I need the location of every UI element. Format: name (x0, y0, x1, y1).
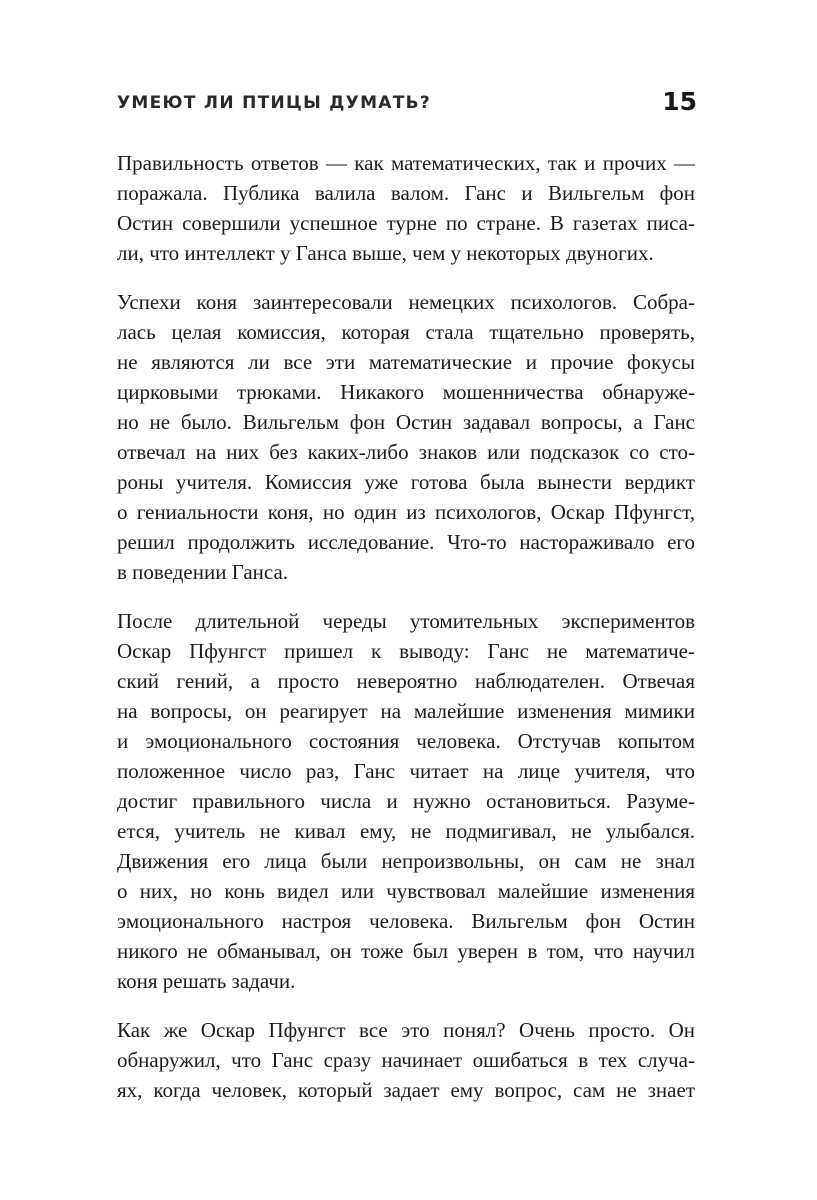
text-line: но не было. Вильгельм фон Остин задавал вопросы, а Ганс (117, 410, 695, 434)
text-line: Движения его лица были непроизвольны, он сам не знал (117, 849, 695, 873)
text-line: ли, что интеллект у Ганса выше, чем у некоторых двуногих. (117, 241, 654, 265)
paragraph (117, 287, 695, 587)
text-line: Оскар Пфунгст пришел к выводу: Ганс не математиче- (117, 639, 695, 663)
page-number: 15 (662, 87, 697, 116)
text-line: ях, когда человек, который задает ему вопрос, сам не знает (117, 1078, 695, 1102)
text-line: поражала. Публика валила валом. Ганс и Вильгельм фон (117, 181, 695, 205)
text-line: никого не обманывал, он тоже был уверен в том, что научил (117, 939, 695, 963)
paragraph (117, 606, 695, 996)
text-line: достиг правильного числа и нужно остановиться. Разуме- (117, 789, 695, 813)
paragraph (117, 1015, 695, 1105)
paragraph (117, 148, 695, 268)
running-head (117, 88, 697, 118)
text-line: решил продолжить исследование. Что-то настораживало его (117, 530, 695, 554)
text-line: эмоционального настроя человека. Вильгельм фон Остин (117, 909, 695, 933)
text-line: ется, учитель не кивал ему, не подмигивал, не улыбался. (117, 819, 695, 843)
text-line: Успехи коня заинтересовали немецких психологов. Собра- (117, 290, 695, 314)
text-line: и эмоционального состояния человека. Отстучав копытом (117, 729, 695, 753)
text-line: лась целая комиссия, которая стала тщательно проверять, (117, 320, 695, 344)
text-line: цирковыми трюками. Никакого мошенничества обнаруже- (117, 380, 695, 404)
text-line: о них, но конь видел или чувствовал малейшие изменения (117, 879, 695, 903)
text-line: не являются ли все эти математические и прочие фокусы (117, 350, 695, 374)
text-line: положенное число раз, Ганс читает на лице учителя, что (117, 759, 695, 783)
text-line: отвечал на них без каких-либо знаков или подсказок со сто- (117, 440, 695, 464)
text-line: обнаружил, что Ганс сразу начинает ошибаться в тех случа- (117, 1048, 695, 1072)
text-line: в поведении Ганса. (117, 560, 289, 584)
text-line: Остин совершили успешное турне по стране. В газетах писа- (117, 211, 695, 235)
text-line: на вопросы, он реагирует на малейшие изменения мимики (117, 699, 695, 723)
text-line: Как же Оскар Пфунгст все это понял? Очень просто. Он (117, 1018, 695, 1042)
text-line: роны учителя. Комиссия уже готова была вынести вердикт (117, 470, 695, 494)
text-line: о гениальности коня, но один из психологов, Оскар Пфунгст, (117, 500, 695, 524)
text-line: ский гений, а просто невероятно наблюдателен. Отвечая (117, 669, 695, 693)
text-line: коня решать задачи. (117, 969, 296, 993)
body-text (117, 148, 695, 1124)
text-line: Правильность ответов — как математических, так и прочих — (117, 151, 695, 175)
text-line: После длительной череды утомительных экспериментов (117, 609, 695, 633)
chapter-title: УМЕЮТ ЛИ ПТИЦЫ ДУМАТЬ? (117, 93, 432, 113)
